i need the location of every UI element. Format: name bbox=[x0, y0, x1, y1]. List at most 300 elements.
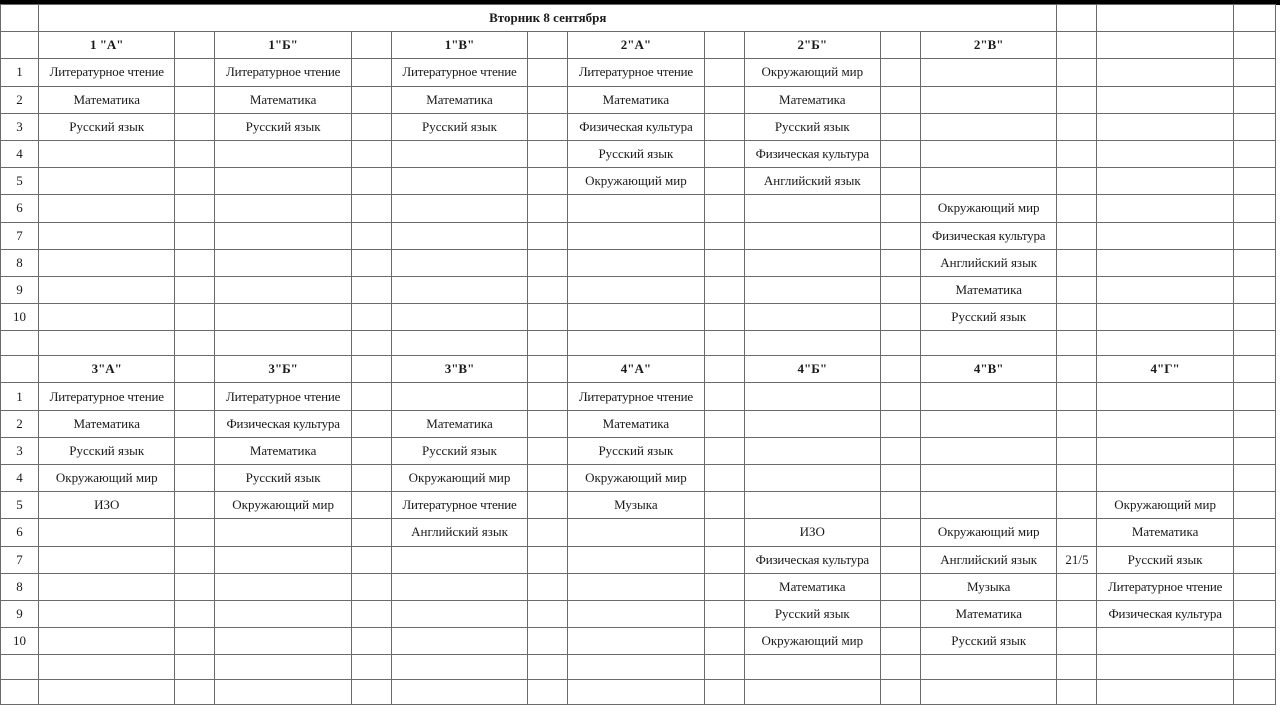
empty-cell bbox=[391, 276, 527, 303]
empty-cell bbox=[704, 168, 744, 195]
empty-cell bbox=[568, 276, 704, 303]
empty-cell bbox=[39, 195, 175, 222]
empty-cell bbox=[351, 519, 391, 546]
empty-cell bbox=[1097, 304, 1233, 331]
empty-cell bbox=[1097, 437, 1233, 464]
empty-cell bbox=[568, 655, 704, 680]
empty-cell bbox=[1097, 195, 1233, 222]
empty-cell bbox=[528, 356, 568, 383]
empty-cell bbox=[568, 222, 704, 249]
empty-cell bbox=[1097, 222, 1233, 249]
empty-cell bbox=[39, 276, 175, 303]
class-header: 4"В" bbox=[921, 356, 1057, 383]
separator-row bbox=[1, 655, 1276, 680]
empty-cell bbox=[1057, 304, 1097, 331]
empty-cell bbox=[921, 410, 1057, 437]
class-header: 4"А" bbox=[568, 356, 704, 383]
empty-cell bbox=[391, 383, 527, 410]
empty-cell bbox=[1233, 655, 1275, 680]
subject-cell: Русский язык bbox=[744, 113, 880, 140]
empty-cell bbox=[175, 519, 215, 546]
empty-cell bbox=[39, 628, 175, 655]
empty-cell bbox=[1233, 5, 1275, 32]
subject-cell: Окружающий мир bbox=[921, 519, 1057, 546]
empty-cell bbox=[528, 600, 568, 627]
subject-cell: Русский язык bbox=[391, 113, 527, 140]
empty-cell bbox=[391, 249, 527, 276]
subject-cell: Математика bbox=[39, 410, 175, 437]
subject-cell: Русский язык bbox=[744, 600, 880, 627]
empty-cell bbox=[704, 655, 744, 680]
class-header: 1 "А" bbox=[39, 32, 175, 59]
empty-cell bbox=[704, 113, 744, 140]
subject-cell: Английский язык bbox=[921, 546, 1057, 573]
subject-cell: Математика bbox=[744, 86, 880, 113]
empty-cell bbox=[528, 86, 568, 113]
empty-cell bbox=[1233, 222, 1275, 249]
empty-cell bbox=[351, 655, 391, 680]
empty-cell bbox=[1233, 680, 1275, 705]
subject-cell: Математика bbox=[568, 410, 704, 437]
subject-cell: Окружающий мир bbox=[744, 628, 880, 655]
subject-cell: Математика bbox=[921, 600, 1057, 627]
subject-cell: Окружающий мир bbox=[391, 465, 527, 492]
class-header: 2"А" bbox=[568, 32, 704, 59]
schedule-table bbox=[0, 4, 1276, 705]
empty-cell bbox=[1057, 655, 1097, 680]
subject-cell: Математика bbox=[215, 437, 351, 464]
lesson-row bbox=[1, 519, 1276, 546]
subject-cell: Русский язык bbox=[568, 140, 704, 167]
empty-cell bbox=[391, 195, 527, 222]
subject-cell: Математика bbox=[391, 410, 527, 437]
empty-cell bbox=[568, 628, 704, 655]
empty-cell bbox=[1, 5, 39, 32]
subject-cell: Физическая культура bbox=[744, 546, 880, 573]
empty-cell bbox=[1057, 383, 1097, 410]
empty-cell bbox=[391, 546, 527, 573]
subject-cell: Литературное чтение bbox=[568, 59, 704, 86]
empty-cell bbox=[880, 249, 920, 276]
empty-cell bbox=[880, 276, 920, 303]
cell-note: 21/5 bbox=[1057, 546, 1097, 573]
lesson-row bbox=[1, 140, 1276, 167]
empty-cell bbox=[215, 655, 351, 680]
subject-cell: Музыка bbox=[921, 573, 1057, 600]
empty-cell bbox=[704, 492, 744, 519]
empty-cell bbox=[704, 195, 744, 222]
subject-cell: Литературное чтение bbox=[391, 492, 527, 519]
empty-cell bbox=[1097, 249, 1233, 276]
empty-cell bbox=[175, 437, 215, 464]
empty-cell bbox=[391, 655, 527, 680]
empty-cell bbox=[880, 492, 920, 519]
empty-cell bbox=[1097, 383, 1233, 410]
lesson-row bbox=[1, 573, 1276, 600]
empty-cell bbox=[880, 410, 920, 437]
empty-cell bbox=[528, 59, 568, 86]
subject-cell: Физическая культура bbox=[744, 140, 880, 167]
empty-cell bbox=[704, 140, 744, 167]
empty-cell bbox=[744, 331, 880, 356]
subject-cell: Русский язык bbox=[39, 437, 175, 464]
empty-cell bbox=[921, 331, 1057, 356]
empty-cell bbox=[704, 628, 744, 655]
empty-cell bbox=[175, 113, 215, 140]
lesson-row bbox=[1, 59, 1276, 86]
lesson-row bbox=[1, 276, 1276, 303]
empty-cell bbox=[1057, 600, 1097, 627]
empty-cell bbox=[39, 140, 175, 167]
empty-cell bbox=[175, 59, 215, 86]
empty-cell bbox=[704, 276, 744, 303]
empty-cell bbox=[568, 519, 704, 546]
empty-cell bbox=[1233, 600, 1275, 627]
empty-cell bbox=[744, 304, 880, 331]
empty-cell bbox=[1233, 168, 1275, 195]
empty-cell bbox=[1057, 276, 1097, 303]
empty-cell bbox=[880, 465, 920, 492]
empty-cell bbox=[1233, 276, 1275, 303]
empty-cell bbox=[921, 86, 1057, 113]
empty-cell bbox=[1057, 222, 1097, 249]
subject-cell: Литературное чтение bbox=[568, 383, 704, 410]
empty-cell bbox=[351, 195, 391, 222]
empty-cell bbox=[880, 59, 920, 86]
empty-cell bbox=[391, 222, 527, 249]
empty-cell bbox=[215, 304, 351, 331]
class-header bbox=[1097, 32, 1233, 59]
empty-cell bbox=[215, 276, 351, 303]
empty-cell bbox=[744, 655, 880, 680]
empty-cell bbox=[704, 249, 744, 276]
empty-cell bbox=[528, 410, 568, 437]
lesson-row bbox=[1, 600, 1276, 627]
empty-cell bbox=[351, 383, 391, 410]
empty-cell bbox=[39, 168, 175, 195]
empty-cell bbox=[1057, 680, 1097, 705]
empty-cell bbox=[528, 573, 568, 600]
lesson-number: 7 bbox=[1, 546, 39, 573]
empty-cell bbox=[528, 546, 568, 573]
empty-cell bbox=[1097, 5, 1233, 32]
empty-cell bbox=[921, 168, 1057, 195]
empty-cell bbox=[1057, 628, 1097, 655]
subject-cell: Русский язык bbox=[39, 113, 175, 140]
subject-cell: Физическая культура bbox=[921, 222, 1057, 249]
empty-cell bbox=[921, 437, 1057, 464]
empty-cell bbox=[880, 546, 920, 573]
empty-cell bbox=[175, 546, 215, 573]
empty-cell bbox=[744, 437, 880, 464]
empty-cell bbox=[704, 304, 744, 331]
subject-cell: Окружающий мир bbox=[1097, 492, 1233, 519]
title-row bbox=[1, 5, 1276, 32]
empty-cell bbox=[1057, 465, 1097, 492]
lesson-number: 3 bbox=[1, 113, 39, 140]
empty-cell bbox=[175, 222, 215, 249]
empty-cell bbox=[175, 573, 215, 600]
empty-cell bbox=[39, 546, 175, 573]
empty-cell bbox=[880, 655, 920, 680]
lesson-row bbox=[1, 113, 1276, 140]
lesson-number: 10 bbox=[1, 304, 39, 331]
empty-cell bbox=[1097, 140, 1233, 167]
empty-cell bbox=[175, 304, 215, 331]
empty-cell bbox=[175, 86, 215, 113]
empty-cell bbox=[351, 356, 391, 383]
empty-cell bbox=[704, 600, 744, 627]
empty-cell bbox=[391, 304, 527, 331]
empty-cell bbox=[744, 383, 880, 410]
lesson-row bbox=[1, 628, 1276, 655]
empty-cell bbox=[568, 573, 704, 600]
empty-cell bbox=[215, 546, 351, 573]
lesson-number: 2 bbox=[1, 410, 39, 437]
empty-cell bbox=[1233, 356, 1275, 383]
empty-cell bbox=[351, 600, 391, 627]
empty-cell bbox=[39, 249, 175, 276]
empty-cell bbox=[880, 140, 920, 167]
empty-cell bbox=[1057, 168, 1097, 195]
lesson-number: 6 bbox=[1, 519, 39, 546]
empty-cell bbox=[704, 519, 744, 546]
empty-cell bbox=[1233, 546, 1275, 573]
empty-cell bbox=[1057, 356, 1097, 383]
empty-cell bbox=[351, 140, 391, 167]
empty-cell bbox=[351, 249, 391, 276]
empty-cell bbox=[39, 222, 175, 249]
empty-cell bbox=[1057, 573, 1097, 600]
empty-cell bbox=[351, 680, 391, 705]
lesson-row bbox=[1, 383, 1276, 410]
empty-cell bbox=[528, 304, 568, 331]
subject-cell: Английский язык bbox=[921, 249, 1057, 276]
empty-cell bbox=[880, 383, 920, 410]
empty-cell bbox=[351, 628, 391, 655]
lesson-number: 8 bbox=[1, 249, 39, 276]
empty-cell bbox=[744, 222, 880, 249]
empty-cell bbox=[528, 222, 568, 249]
empty-cell bbox=[921, 655, 1057, 680]
schedule-title: Вторник 8 сентября bbox=[39, 5, 1057, 32]
subject-cell: Литературное чтение bbox=[1097, 573, 1233, 600]
empty-cell bbox=[175, 492, 215, 519]
empty-cell bbox=[1, 331, 39, 356]
subject-cell: Математика bbox=[568, 86, 704, 113]
empty-cell bbox=[528, 331, 568, 356]
lesson-row bbox=[1, 546, 1276, 573]
empty-cell bbox=[921, 492, 1057, 519]
empty-cell bbox=[215, 331, 351, 356]
empty-cell bbox=[215, 573, 351, 600]
empty-cell bbox=[744, 410, 880, 437]
lesson-number: 9 bbox=[1, 600, 39, 627]
empty-cell bbox=[880, 519, 920, 546]
empty-cell bbox=[1233, 113, 1275, 140]
subject-cell: Математика bbox=[921, 276, 1057, 303]
empty-cell bbox=[391, 680, 527, 705]
empty-cell bbox=[528, 113, 568, 140]
empty-cell bbox=[1233, 59, 1275, 86]
lesson-number: 8 bbox=[1, 573, 39, 600]
empty-cell bbox=[528, 680, 568, 705]
empty-cell bbox=[921, 680, 1057, 705]
empty-cell bbox=[704, 437, 744, 464]
subject-cell: Окружающий мир bbox=[744, 59, 880, 86]
lesson-number: 5 bbox=[1, 492, 39, 519]
empty-cell bbox=[568, 304, 704, 331]
subject-cell: Русский язык bbox=[1097, 546, 1233, 573]
subject-cell: Русский язык bbox=[568, 437, 704, 464]
class-header: 3"В" bbox=[391, 356, 527, 383]
subject-cell: Русский язык bbox=[391, 437, 527, 464]
class-header-row bbox=[1, 32, 1276, 59]
empty-cell bbox=[744, 249, 880, 276]
empty-cell bbox=[1233, 465, 1275, 492]
empty-cell bbox=[1233, 86, 1275, 113]
empty-cell bbox=[1057, 410, 1097, 437]
empty-cell bbox=[528, 249, 568, 276]
empty-cell bbox=[1057, 331, 1097, 356]
separator-row bbox=[1, 680, 1276, 705]
empty-cell bbox=[921, 465, 1057, 492]
empty-cell bbox=[921, 140, 1057, 167]
empty-cell bbox=[528, 437, 568, 464]
empty-cell bbox=[1057, 86, 1097, 113]
empty-cell bbox=[704, 32, 744, 59]
empty-cell bbox=[351, 465, 391, 492]
empty-cell bbox=[175, 465, 215, 492]
class-header: 4"Б" bbox=[744, 356, 880, 383]
empty-cell bbox=[1097, 86, 1233, 113]
empty-cell bbox=[351, 304, 391, 331]
empty-cell bbox=[215, 680, 351, 705]
empty-cell bbox=[528, 195, 568, 222]
subject-cell: Математика bbox=[39, 86, 175, 113]
class-header: 1"Б" bbox=[215, 32, 351, 59]
empty-cell bbox=[528, 276, 568, 303]
lesson-number: 5 bbox=[1, 168, 39, 195]
empty-cell bbox=[880, 113, 920, 140]
lesson-number: 4 bbox=[1, 140, 39, 167]
empty-cell bbox=[1233, 437, 1275, 464]
empty-cell bbox=[1097, 331, 1233, 356]
subject-cell: Математика bbox=[744, 573, 880, 600]
empty-cell bbox=[351, 32, 391, 59]
lesson-number: 4 bbox=[1, 465, 39, 492]
empty-cell bbox=[528, 492, 568, 519]
empty-cell bbox=[704, 222, 744, 249]
subject-cell: Английский язык bbox=[744, 168, 880, 195]
empty-cell bbox=[215, 222, 351, 249]
empty-cell bbox=[880, 168, 920, 195]
empty-cell bbox=[528, 465, 568, 492]
empty-cell bbox=[39, 304, 175, 331]
empty-cell bbox=[351, 437, 391, 464]
lesson-number: 2 bbox=[1, 86, 39, 113]
empty-cell bbox=[1233, 249, 1275, 276]
empty-cell bbox=[215, 600, 351, 627]
empty-cell bbox=[528, 383, 568, 410]
empty-cell bbox=[175, 628, 215, 655]
subject-cell: Окружающий мир bbox=[921, 195, 1057, 222]
empty-cell bbox=[391, 168, 527, 195]
empty-cell bbox=[1097, 59, 1233, 86]
lesson-number: 1 bbox=[1, 383, 39, 410]
lesson-number: 7 bbox=[1, 222, 39, 249]
empty-cell bbox=[39, 519, 175, 546]
subject-cell: Русский язык bbox=[921, 628, 1057, 655]
empty-cell bbox=[351, 59, 391, 86]
empty-cell bbox=[568, 195, 704, 222]
empty-cell bbox=[704, 331, 744, 356]
empty-cell bbox=[1233, 519, 1275, 546]
empty-cell bbox=[1, 655, 39, 680]
empty-cell bbox=[1097, 680, 1233, 705]
lesson-number: 10 bbox=[1, 628, 39, 655]
empty-cell bbox=[175, 140, 215, 167]
empty-cell bbox=[1057, 5, 1097, 32]
empty-cell bbox=[1057, 59, 1097, 86]
empty-cell bbox=[39, 573, 175, 600]
empty-cell bbox=[351, 113, 391, 140]
subject-cell: Русский язык bbox=[215, 465, 351, 492]
empty-cell bbox=[1233, 140, 1275, 167]
empty-cell bbox=[744, 195, 880, 222]
empty-cell bbox=[351, 492, 391, 519]
class-header-row bbox=[1, 356, 1276, 383]
empty-cell bbox=[568, 249, 704, 276]
empty-cell bbox=[528, 628, 568, 655]
subject-cell: ИЗО bbox=[39, 492, 175, 519]
empty-cell bbox=[704, 383, 744, 410]
subject-cell: Окружающий мир bbox=[215, 492, 351, 519]
empty-cell bbox=[1057, 492, 1097, 519]
subject-cell: Литературное чтение bbox=[391, 59, 527, 86]
empty-cell bbox=[880, 32, 920, 59]
empty-cell bbox=[704, 573, 744, 600]
empty-cell bbox=[1, 356, 39, 383]
class-header: 2"В" bbox=[921, 32, 1057, 59]
empty-cell bbox=[175, 32, 215, 59]
separator-row bbox=[1, 331, 1276, 356]
empty-cell bbox=[528, 140, 568, 167]
subject-cell: Английский язык bbox=[391, 519, 527, 546]
empty-cell bbox=[175, 249, 215, 276]
empty-cell bbox=[351, 168, 391, 195]
empty-cell bbox=[351, 331, 391, 356]
lesson-row bbox=[1, 437, 1276, 464]
class-header: 3"А" bbox=[39, 356, 175, 383]
subject-cell: Литературное чтение bbox=[215, 383, 351, 410]
empty-cell bbox=[215, 195, 351, 222]
subject-cell: Музыка bbox=[568, 492, 704, 519]
lesson-number: 9 bbox=[1, 276, 39, 303]
empty-cell bbox=[880, 86, 920, 113]
empty-cell bbox=[1233, 410, 1275, 437]
empty-cell bbox=[880, 356, 920, 383]
empty-cell bbox=[215, 140, 351, 167]
empty-cell bbox=[528, 519, 568, 546]
subject-cell: Литературное чтение bbox=[39, 59, 175, 86]
empty-cell bbox=[880, 304, 920, 331]
lesson-number: 1 bbox=[1, 59, 39, 86]
empty-cell bbox=[215, 519, 351, 546]
empty-cell bbox=[215, 168, 351, 195]
empty-cell bbox=[351, 546, 391, 573]
empty-cell bbox=[880, 195, 920, 222]
